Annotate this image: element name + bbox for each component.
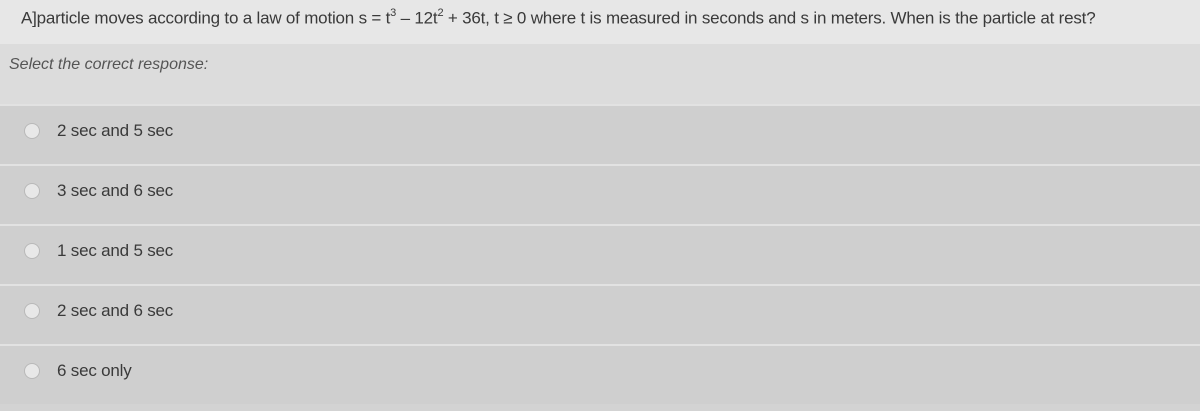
radio-button[interactable] (24, 303, 40, 319)
answer-options (0, 104, 1200, 404)
option-label[interactable]: 6 sec only (57, 361, 132, 380)
option-row[interactable] (0, 284, 1200, 344)
option-label[interactable]: 3 sec and 6 sec (57, 181, 174, 200)
question-part-2: – 12t (396, 8, 438, 28)
question-part-3: + 36t, t ≥ 0 where t is measured in seconds and s in meters. When is the particle at rest? (443, 8, 1096, 28)
option-row[interactable] (0, 344, 1200, 404)
option-label[interactable]: 2 sec and 5 sec (57, 121, 174, 140)
question-exponent-2: 2 (437, 7, 444, 19)
option-row[interactable] (0, 164, 1200, 224)
option-row[interactable] (0, 224, 1200, 284)
question-part-1: A]particle moves according to a law of motion s = t (21, 8, 391, 28)
radio-button[interactable] (24, 183, 40, 199)
prompt-text: Select the correct response: (9, 56, 209, 73)
radio-button[interactable] (24, 123, 40, 139)
option-row[interactable] (0, 104, 1200, 164)
option-label[interactable]: 1 sec and 5 sec (57, 241, 174, 260)
question-text (21, 8, 1095, 29)
option-label[interactable]: 2 sec and 6 sec (57, 301, 174, 320)
question-bar (0, 0, 1200, 44)
radio-button[interactable] (24, 243, 40, 259)
prompt-bar (0, 44, 1200, 104)
question-exponent-3: 3 (390, 7, 397, 19)
radio-button[interactable] (24, 363, 40, 379)
